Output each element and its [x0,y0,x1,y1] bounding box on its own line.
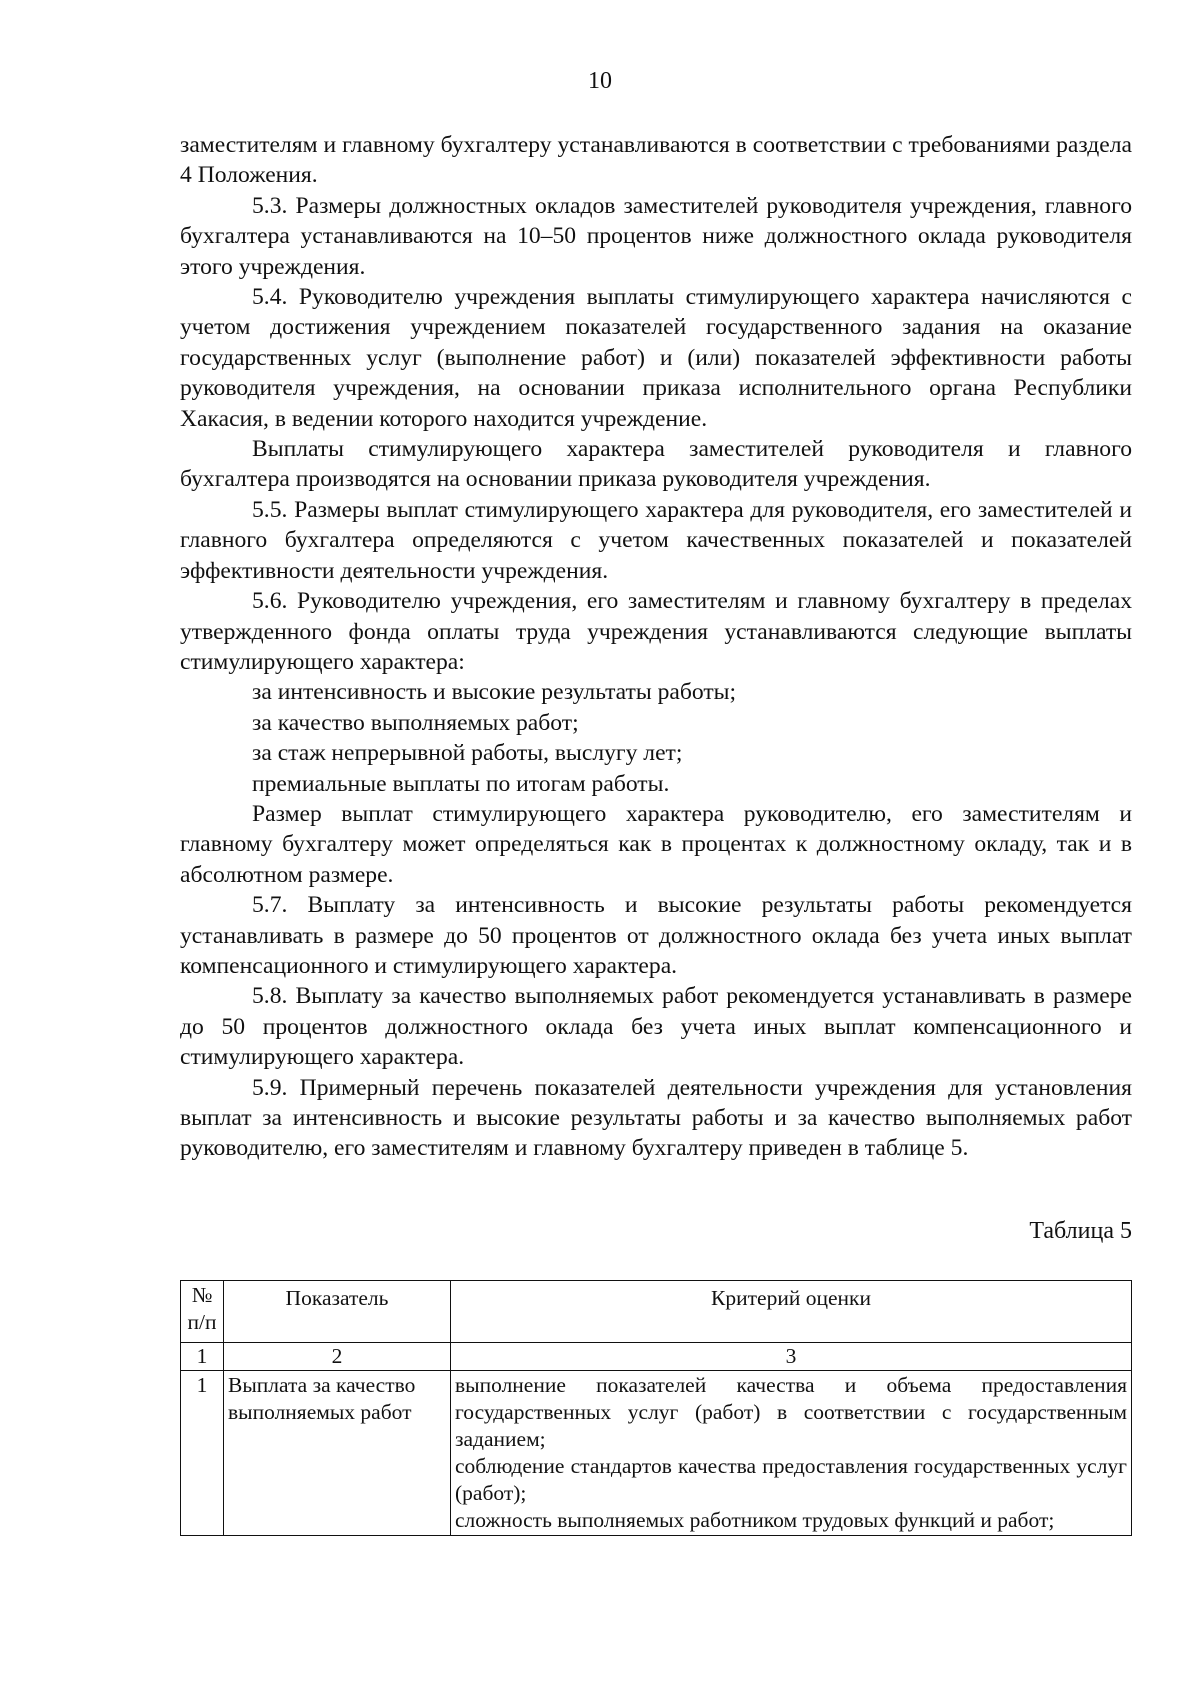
table-row [181,1371,1132,1536]
header-criteria: Критерий оценки [451,1281,1132,1343]
body-text [180,130,1132,1164]
paragraph: 5.9. Примерный перечень показателей деятельности учреждения для установления выплат за интенсивность и высокие результаты работы и за качество выполняемых работ руководителю, его заместителям и главному бухгалтеру приведен в таблице 5. [180,1074,1132,1162]
column-number: 2 [224,1343,451,1371]
paragraph: 5.8. Выплату за качество выполняемых работ рекомендуется устанавливать в размере до 50 процентов должностного оклада без учета иных выплат компенсационного и стимулирующего характера. [180,983,1132,1071]
criterion: сложность выполняемых работником трудовых функций и работ; [455,1508,1055,1532]
row-indicator: Выплата за качество выполняемых работ [224,1371,451,1536]
paragraph: Размер выплат стимулирующего характера руководителю, его заместителям и главному бухгалтеру может определяться как в процентах к должностному окладу, так и в абсолютном размере. [180,800,1132,888]
header-number: № п/п [181,1281,224,1343]
paragraph: 5.4. Руководителю учреждения выплаты стимулирующего характера начисляются с учетом достижения учреждением показателей государственного задания на оказание государственных услуг (выполнение работ) и (или) показателей эффективности работы руководителя учреждения, на основании приказа исполнительного органа Республики Хакасия, в ведении которого находится учреждение. [180,284,1132,432]
row-number: 1 [181,1371,224,1536]
row-criteria [451,1371,1132,1536]
column-number: 3 [451,1343,1132,1371]
paragraph: Выплаты стимулирующего характера заместителей руководителя и главного бухгалтера производятся на основании приказа руководителя учреждения. [180,436,1132,493]
table-header-row [181,1281,1132,1343]
criteria-table [180,1280,1132,1536]
header-indicator: Показатель [224,1281,451,1343]
list-item: за качество выполняемых работ; [252,709,579,736]
paragraph: 5.6. Руководителю учреждения, его заместителям и главному бухгалтеру в пределах утвержденного фонда оплаты труда учреждения устанавливаются следующие выплаты стимулирующего характера: [180,588,1132,675]
paragraph: 5.7. Выплату за интенсивность и высокие результаты работы рекомендуется устанавливать в размере до 50 процентов от должностного оклада без учета иных выплат компенсационного и стимулирующего характера. [180,892,1132,979]
paragraph: 5.3. Размеры должностных окладов заместителей руководителя учреждения, главного бухгалтера устанавливаются на 10–50 процентов ниже должностного оклада руководителя этого учреждения. [180,192,1132,280]
criterion: выполнение показателей качества и объема предоставления государственных услуг (работ) в соответствии с государственным заданием; [455,1373,1127,1451]
page-number: 10 [588,68,612,94]
paragraph: заместителям и главному бухгалтеру устанавливаются в соответствии с требованиями раздела 4 Положения. [180,132,1132,189]
criterion: соблюдение стандартов качества предоставления государственных услуг (работ); [455,1454,1127,1505]
list-item: премиальные выплаты по итогам работы. [252,770,670,797]
column-number: 1 [181,1343,224,1371]
paragraph: 5.5. Размеры выплат стимулирующего характера для руководителя, его заместителей и главного бухгалтера определяются с учетом качественных показателей и показателей эффективности деятельности учреждения. [180,496,1132,584]
list-item: за интенсивность и высокие результаты работы; [252,679,737,706]
table-caption: Таблица 5 [1029,1218,1132,1244]
table-column-numbers-row [181,1343,1132,1371]
list-item: за стаж непрерывной работы, выслугу лет; [252,740,683,767]
